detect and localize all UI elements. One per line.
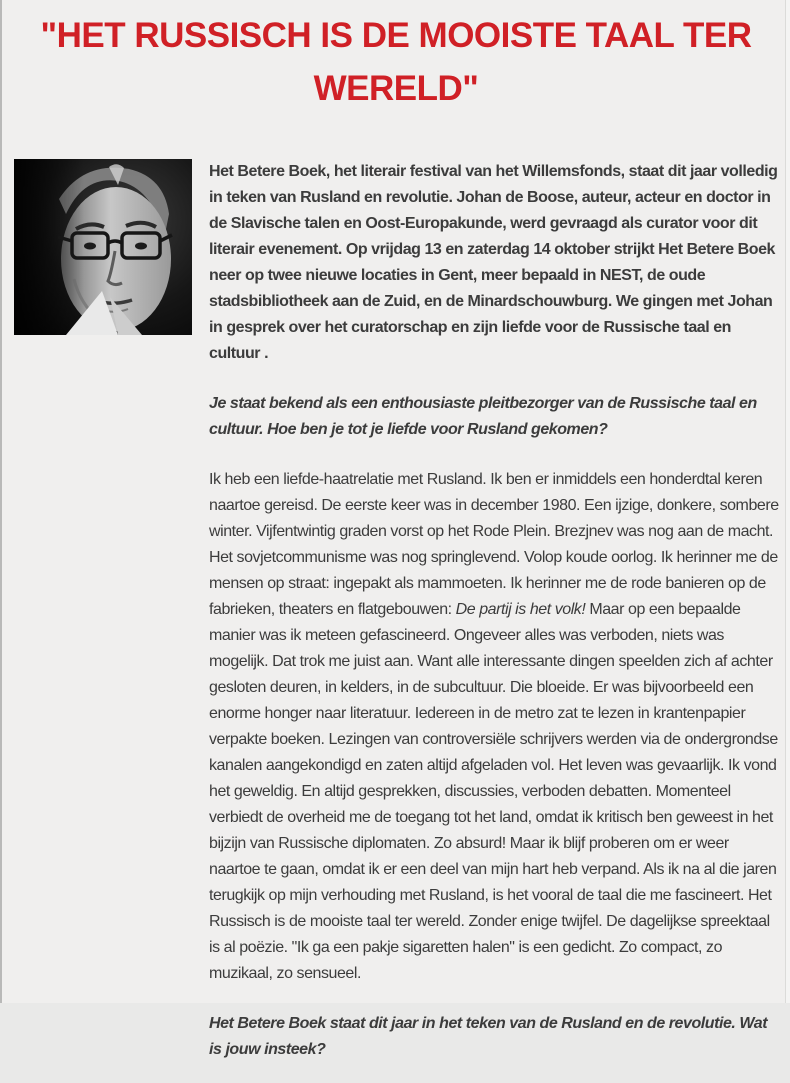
article-text-column: [209, 159, 782, 1083]
right-margin-strip: [786, 0, 790, 1003]
interview-answer-1: [209, 467, 782, 987]
article-body: [2, 159, 790, 1083]
interview-question-1: Je staat bekend als een enthousiaste pleitbezorger van de Russische taal en cultuur. Hoe ben je tot je liefde voor Rusland gekomen?: [209, 395, 757, 438]
intro-paragraph: Het Betere Boek, het literair festival van het Willemsfonds, staat dit jaar volledig in teken van Rusland en revolutie. Johan de Boose, auteur, acteur en doctor in de Slavische talen en Oost-Europakunde, werd gevraagd als curator voor dit literair evenement. Op vrijdag 13 en zaterdag 14 oktober strijkt Het Betere Boek neer op twee nieuwe locaties in Gent, meer bepaald in NEST, de oude stadsbibliotheek aan de Zuid, en de Minardschouwburg. We gingen met Johan in gesprek over het curatorschap en zijn liefde voor de Russische taal en cultuur .: [209, 163, 778, 362]
portrait-photo-graphic: [14, 159, 192, 335]
answer-1-text-start: Ik heb een liefde-haatrelatie met Rusland. Ik ben er inmiddels een honderdtal keren naartoe gereisd. De eerste keer was in december 1980. Een ijzige, donkere, sombere winter. Vijfentwintig graden vorst op het Rode Plein. Brezjnev was nog aan de macht. Het sovjetcommunisme was nog springlevend. Volop koude oorlog. Ik herinner me de mensen op straat: ingepakt als mammoeten. Ik herinner me de rode banieren op de fabrieken, theaters en flatgebouwen:: [209, 471, 779, 618]
article-header: [2, 0, 790, 115]
page-title: "HET RUSSISCH IS DE MOOISTE TAAL TER WERELD": [40, 16, 752, 108]
interview-question-2: Het Betere Boek staat dit jaar in het teken van de Rusland en de revolutie. Wat is jouw insteek?: [209, 1015, 768, 1058]
portrait-photo: [14, 159, 192, 335]
answer-1-quote-slogan: De partij is het volk!: [455, 601, 586, 618]
content-right-border: [785, 0, 786, 1003]
answer-1-text-end: Maar op een bepaalde manier was ik meteen gefascineerd. Ongeveer alles was verboden, niets was mogelijk. Dat trok me juist aan. Want alle interessante dingen speelden zich af achter gesloten deuren, in kelders, in de subcultuur. Die bloeide. Er was bijvoorbeeld een enorme honger naar literatuur. Iedereen in de metro zat te lezen in krantenpapier verpakte boeken. Lezingen van controversiële schrijvers werden via de ondergrondse kanalen aangekondigd en zaten altijd afgeladen vol. Het leven was gevaarlijk. Ik vond het geweldig. En altijd gesprekken, discussies, verboden debatten. Momenteel verbiedt de overheid me de toegang tot het land, omdat ik kritisch ben geweest in het bijzijn van Russische diplomaten. Zo absurd! Maar ik blijf proberen om er weer naartoe te gaan, omdat ik er een deel van mijn hart heb verpand. Als ik na al die jaren terugkijk op mijn verhouding met Rusland, is het vooral de taal die me fascineert. Het Russisch is de mooiste taal ter wereld. Zonder enige twijfel. De dagelijkse spreektaal is al poëzie. "Ik ga een pakje sigaretten halen" is een gedicht. Zo compact, zo muzikaal, zo sensueel.: [209, 601, 778, 982]
